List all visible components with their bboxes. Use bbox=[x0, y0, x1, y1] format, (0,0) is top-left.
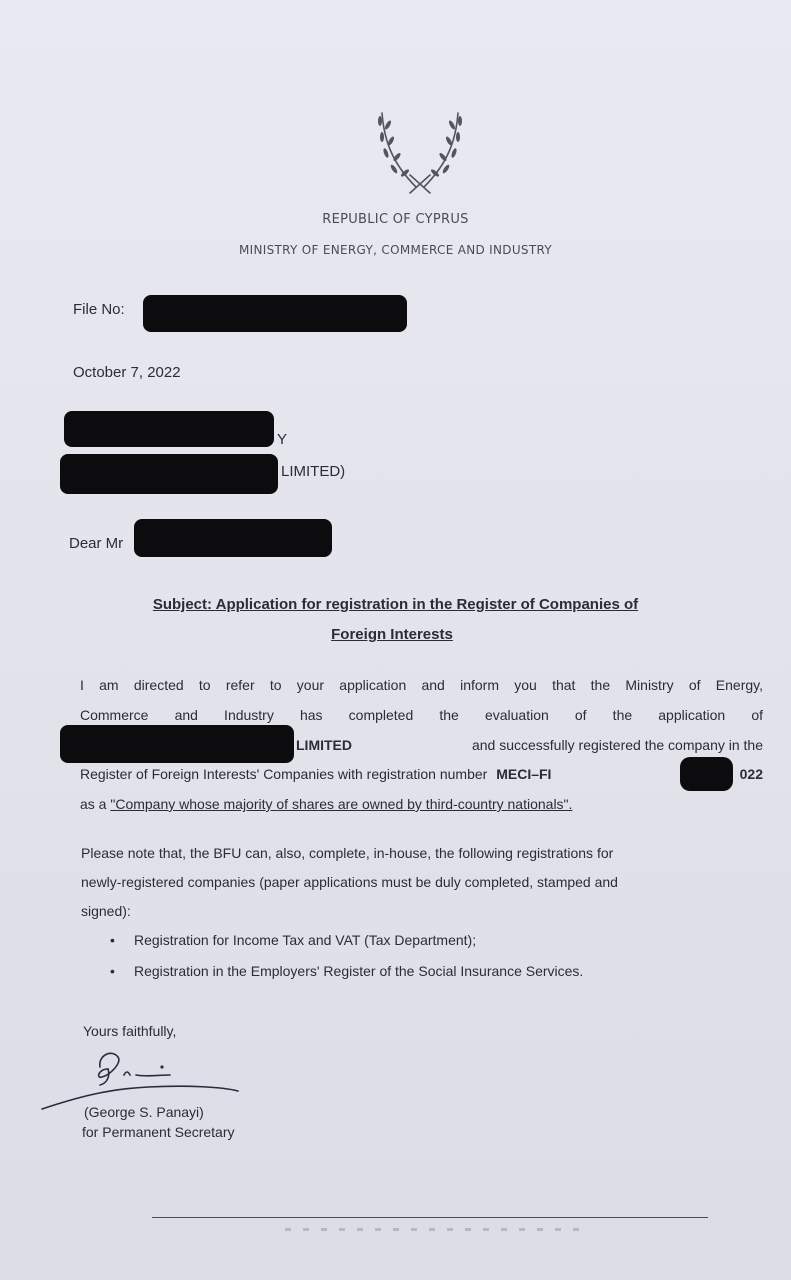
para1-line3 bbox=[296, 731, 763, 760]
closing: Yours faithfully, bbox=[83, 1023, 177, 1039]
para1-line1: I am directed to refer to your application and inform you that the Ministry of Energy, bbox=[80, 677, 763, 693]
redaction-recipient-name bbox=[134, 519, 332, 557]
para2-line3: signed): bbox=[81, 903, 131, 919]
footer-faint-text bbox=[285, 1228, 585, 1231]
salutation: Dear Mr bbox=[69, 535, 124, 552]
para2-line1: Please note that, the BFU can, also, complete, in-house, the following registrations for bbox=[81, 845, 614, 861]
registration-suffix: 022 bbox=[739, 766, 763, 782]
bullet-item: • Registration in the Employers' Register of the Social Insurance Services. bbox=[110, 957, 583, 986]
para1-line4 bbox=[80, 760, 763, 789]
footer-divider bbox=[152, 1217, 708, 1218]
company-category: "Company whose majority of shares are owned by third-country nationals" bbox=[110, 796, 569, 812]
ministry-heading: MINISTRY OF ENERGY, COMMERCE AND INDUSTRY bbox=[239, 243, 552, 257]
company-suffix: LIMITED bbox=[296, 737, 352, 753]
redaction-address-line2 bbox=[60, 454, 278, 494]
para1-line5-end: . bbox=[568, 796, 573, 812]
emblem-olive-wreath bbox=[370, 105, 470, 200]
para1-line5-start: as a bbox=[80, 796, 107, 812]
country-heading: REPUBLIC OF CYPRUS bbox=[322, 212, 469, 227]
para1-line4-start: Register of Foreign Interests' Companies with registration number bbox=[80, 766, 488, 782]
signatory-title: for Permanent Secretary bbox=[82, 1124, 235, 1140]
redaction-address-line1 bbox=[64, 411, 274, 447]
redaction-company-name bbox=[60, 725, 294, 763]
bullet-dot-icon: • bbox=[110, 963, 115, 979]
subject-line1: Subject: Application for registration in the Register of Companies of bbox=[152, 596, 639, 613]
file-no-label: File No: bbox=[73, 301, 125, 318]
redaction-file-no bbox=[143, 295, 407, 332]
para2-line2: newly-registered companies (paper applications must be duly completed, stamped and bbox=[81, 874, 618, 890]
redaction-registration-number bbox=[680, 757, 733, 791]
para1-line2: Commerce and Industry has completed the evaluation of the application of bbox=[80, 707, 763, 723]
bullet-dot-icon: • bbox=[110, 932, 115, 948]
signatory-name: (George S. Panayi) bbox=[84, 1104, 204, 1120]
address-line2-tail: LIMITED) bbox=[281, 463, 346, 480]
registration-prefix: MECI–FI bbox=[496, 766, 552, 782]
para1-line5 bbox=[80, 790, 572, 819]
letter-date: October 7, 2022 bbox=[73, 364, 181, 381]
subject-line2: Foreign Interests bbox=[331, 626, 453, 643]
bullet-item: • Registration for Income Tax and VAT (Tax Department); bbox=[110, 926, 476, 955]
address-line1-tail: Y bbox=[277, 431, 288, 448]
para1-line3-rest: and successfully registered the company in the bbox=[471, 737, 763, 753]
